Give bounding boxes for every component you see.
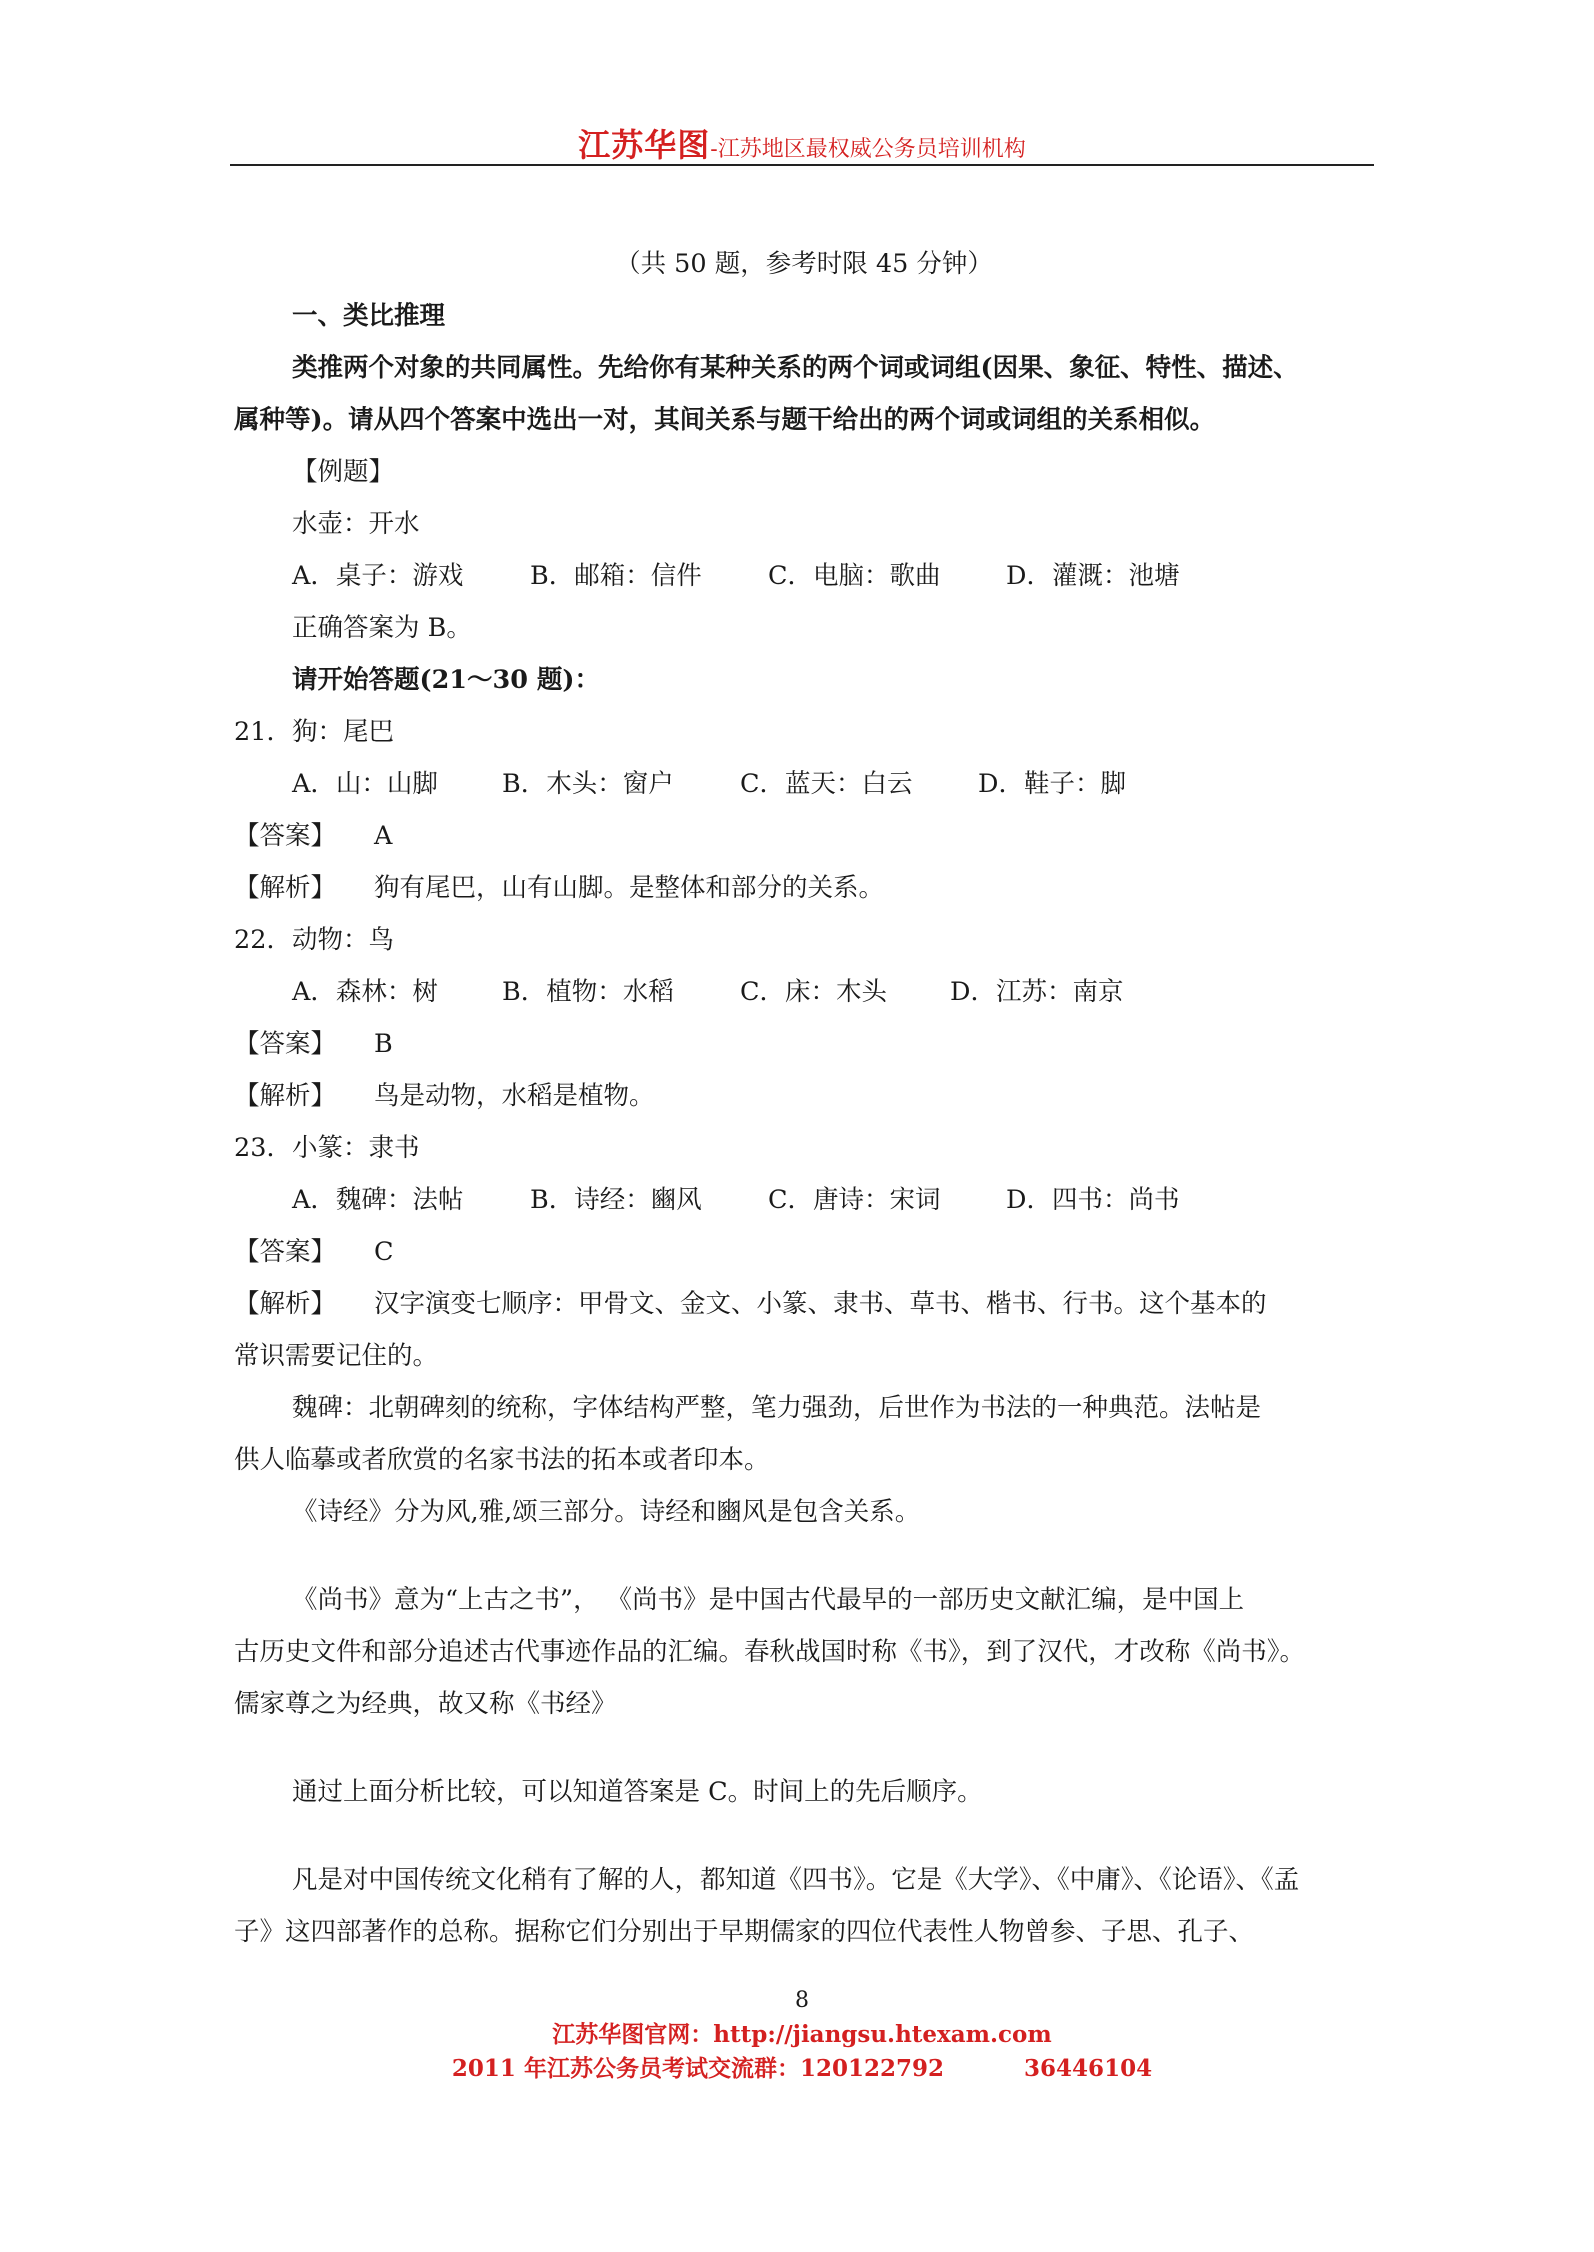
page-footer [230,1984,1374,2086]
q23-answer [234,1226,1374,1278]
q21-stem: 21．狗：尾巴 [234,717,394,747]
option-a: A．山：山脚 [292,769,438,799]
example-options [234,550,1374,602]
answer-label: 【答案】 [234,821,337,851]
start-instruction: 请开始答题(21～30 题)： [292,665,600,695]
paragraph-weibei-1: 魏碑：北朝碑刻的统称，字体结构严整，笔力强劲，后世作为书法的一种典范。法帖是 [292,1393,1262,1423]
header-tagline: -江苏地区最权威公务员培训机构 [710,137,1026,162]
example-answer: 正确答案为 B。 [292,613,472,643]
q22-options [234,966,1374,1018]
example-label: 【例题】 [292,457,395,487]
header-brand: 江苏华图 [578,126,711,164]
option-d: D．四书：尚书 [1006,1185,1180,1215]
analysis-text: 狗有尾巴，山有山脚。是整体和部分的关系。 [374,873,885,903]
option-b: B．植物：水稻 [502,977,674,1007]
q23-analysis-line-2: 常识需要记住的。 [234,1341,439,1371]
paragraph-shijing: 《诗经》分为风,雅,颂三部分。诗经和豳风是包含关系。 [292,1497,921,1527]
paragraph-sishu-2: 子》这四部著作的总称。据称它们分别出于早期儒家的四位代表性人物曾参、子思、孔子、 [234,1917,1255,1947]
example-stem: 水壶：开水 [292,509,420,539]
analysis-label: 【解析】 [234,873,337,903]
answer-value: B [374,1029,393,1059]
answer-label: 【答案】 [234,1237,337,1267]
paragraph-conclusion: 通过上面分析比较，可以知道答案是 C。时间上的先后顺序。 [292,1777,983,1807]
footer-site: 江苏华图官网：http://jiangsu.htexam.com [552,2021,1052,2048]
instruction-line-1: 类推两个对象的共同属性。先给你有某种关系的两个词或词组(因果、象征、特性、描述、 [292,353,1299,383]
q22-answer [234,1018,1374,1070]
option-c: C．床：木头 [740,977,888,1007]
q23-stem: 23．小篆：隶书 [234,1133,420,1163]
option-c: C．唐诗：宋词 [768,1185,941,1215]
paragraph-shangshu-2: 古历史文件和部分追述古代事迹作品的汇编。春秋战国时称《书》，到了汉代，才改称《尚书》。 [234,1637,1306,1667]
q21-analysis [234,862,1374,914]
option-c: C．蓝天：白云 [740,769,913,799]
footer-group: 2011 年江苏公务员考试交流群：120122792 36446104 [451,2055,1153,2082]
paragraph-shangshu-1: 《尚书》意为“上古之书”， 《尚书》是中国古代最早的一部历史文献汇编，是中国上 [292,1585,1245,1615]
q23-analysis-line-1 [234,1278,1374,1330]
q21-answer [234,810,1374,862]
option-d: D．灌溉：池塘 [1006,561,1180,591]
section-title: 一、类比推理 [292,301,446,331]
option-d: D．江苏：南京 [950,977,1124,1007]
analysis-label: 【解析】 [234,1289,337,1319]
option-a: A．魏碑：法帖 [292,1185,464,1215]
q21-options [234,758,1374,810]
option-a: A．森林：树 [292,977,438,1007]
paragraph-sishu-1: 凡是对中国传统文化稍有了解的人，都知道《四书》。它是《大学》、《中庸》、《论语》、《孟 [292,1865,1300,1895]
paragraph-weibei-2: 供人临摹或者欣赏的名家书法的拓本或者印本。 [234,1445,770,1475]
q22-stem: 22．动物：鸟 [234,925,394,955]
answer-label: 【答案】 [234,1029,337,1059]
option-c: C．电脑：歌曲 [768,561,941,591]
option-b: B．邮箱：信件 [530,561,702,591]
option-b: B．诗经：豳风 [530,1185,702,1215]
q22-analysis [234,1070,1374,1122]
paragraph-shangshu-3: 儒家尊之为经典，故又称《书经》 [234,1689,617,1719]
analysis-text: 鸟是动物，水稻是植物。 [374,1081,655,1111]
answer-value: A [374,821,393,851]
q23-options [234,1174,1374,1226]
option-b: B．木头：窗户 [502,769,674,799]
header-rule [230,164,1374,166]
option-d: D．鞋子：脚 [978,769,1126,799]
analysis-text: 汉字演变七顺序：甲骨文、金文、小篆、隶书、草书、楷书、行书。这个基本的 [374,1289,1267,1319]
document-body [234,238,1374,1958]
intro-line: （共 50 题，参考时限 45 分钟） [615,249,993,279]
instruction-line-2: 属种等)。请从四个答案中选出一对，其间关系与题干给出的两个词或词组的关系相似。 [234,405,1216,435]
answer-value: C [374,1237,394,1267]
page-header [230,120,1374,166]
page-number: 8 [795,1988,809,2013]
option-a: A．桌子：游戏 [292,561,464,591]
analysis-label: 【解析】 [234,1081,337,1111]
